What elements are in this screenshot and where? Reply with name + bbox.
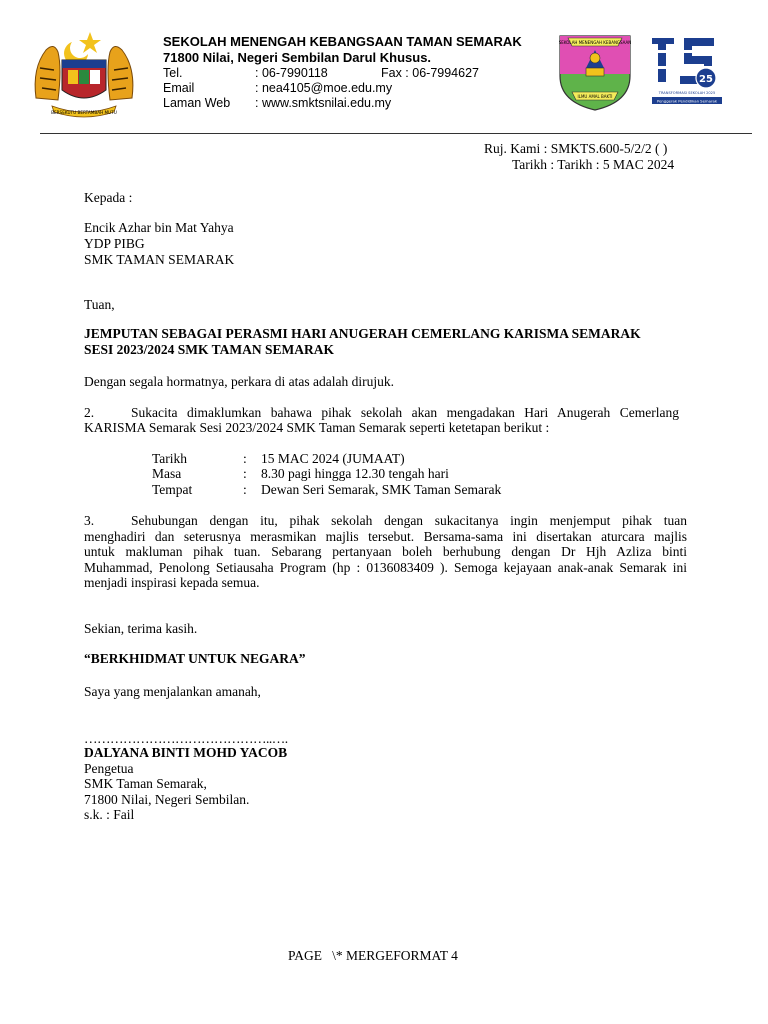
detail-sep-time: : xyxy=(243,466,247,481)
detail-sep-venue: : xyxy=(243,482,247,497)
reference-number: Ruj. Kami : SMKTS.600-5/2/2 ( ) xyxy=(484,141,668,156)
page-footer: PAGE \* MERGEFORMAT 4 xyxy=(288,948,458,963)
kepada-label: Kepada : xyxy=(84,190,133,205)
subject-line-1: JEMPUTAN SEBAGAI PERASMI HARI ANUGERAH CEMERLANG KARISMA SEMARAK xyxy=(84,326,641,341)
badge-sub: Penggerak Pendidikan Semarak xyxy=(656,98,718,104)
fax-text: Fax : 06-7994627 xyxy=(381,66,479,80)
signature-line: ……………………………………..…. xyxy=(84,731,288,746)
detail-sep-date: : xyxy=(243,451,247,466)
closing-line: Sekian, terima kasih. xyxy=(84,621,198,636)
intro-paragraph: Dengan segala hormatnya, perkara di atas adalah dirujuk. xyxy=(84,374,394,389)
badge-number: 25 xyxy=(699,74,713,85)
signatory-title: Pengetua xyxy=(84,761,134,776)
ts25-badge-logo xyxy=(648,30,726,110)
crest-motto: BERSEKUTU BERTAMBAH MUTU xyxy=(51,110,117,115)
detail-value-venue: Dewan Seri Semarak, SMK Taman Semarak xyxy=(261,482,502,497)
para3-line-2: menghadiri dan seterusnya merasmikan majlis tersebut. Bersama-sama ini disertakan aturcara majlis xyxy=(84,529,687,544)
signatory-organisation: SMK Taman Semarak, xyxy=(84,776,207,791)
detail-label-time: Masa xyxy=(152,466,182,481)
motto: “BERKHIDMAT UNTUK NEGARA” xyxy=(84,651,306,666)
web-label: Laman Web xyxy=(163,96,231,110)
badge-caption: TRANSFORMASI SEKOLAH 2025 xyxy=(658,91,716,95)
signatory-name: DALYANA BINTI MOHD YACOB xyxy=(84,745,288,760)
detail-value-date: 15 MAC 2024 (JUMAAT) xyxy=(261,451,405,466)
detail-label-date: Tarikh xyxy=(152,451,188,466)
national-crest-logo xyxy=(28,28,140,120)
detail-value-time: 8.30 pagi hingga 12.30 tengah hari xyxy=(261,466,449,481)
signatory-address: 71800 Nilai, Negeri Sembilan. xyxy=(84,792,250,807)
email-label: Email xyxy=(163,81,195,95)
web-value: : www.smktsnilai.edu.my xyxy=(255,96,392,110)
para3-line-1: Sehubungan dengan itu, pihak sekolah dengan sukacitanya ingin menjemput pihak tuan xyxy=(131,513,687,528)
recipient-organisation: SMK TAMAN SEMARAK xyxy=(84,252,235,267)
salutation: Tuan, xyxy=(84,297,115,312)
logo-top-text: SEKOLAH MENENGAH KEBANGSAAN xyxy=(558,40,632,45)
amanah-line: Saya yang menjalankan amanah, xyxy=(84,684,261,699)
header-divider xyxy=(40,133,752,134)
letter-date: Tarikh : Tarikh : 5 MAC 2024 xyxy=(512,157,675,172)
para3-line-5: menjadi inspirasi kepada semua. xyxy=(84,575,260,590)
email-value: : nea4105@moe.edu.my xyxy=(255,81,393,95)
para3-number: 3. xyxy=(84,513,95,528)
tel-label: Tel. xyxy=(163,66,183,80)
para2-line-2: KARISMA Semarak Sesi 2023/2024 SMK Taman Semarak seperti ketetapan berikut : xyxy=(84,420,550,435)
para3-line-4: Muhammad, Penolong Setiausaha Program (hp : 0136083409 ). Semoga kejayaan anak-anak Semarak ini xyxy=(84,560,687,575)
para2-number: 2. xyxy=(84,405,95,420)
para2-line-1: Sukacita dimaklumkan bahawa pihak sekolah akan mengadakan Hari Anugerah Cemerlang xyxy=(131,405,679,420)
recipient-position: YDP PIBG xyxy=(84,236,145,251)
school-address: 71800 Nilai, Negeri Sembilan Darul Khusus. xyxy=(163,50,432,65)
copy-to-line: s.k. : Fail xyxy=(84,807,135,822)
para3-line-3: untuk makluman pihak tuan. Sebarang pertanyaan boleh berhubung dengan Dr Hjh Azliza binti xyxy=(84,544,687,559)
tel-value: : 06-7990118 xyxy=(255,66,328,80)
subject-line-2: SESI 2023/2024 SMK TAMAN SEMARAK xyxy=(84,342,335,357)
recipient-name: Encik Azhar bin Mat Yahya xyxy=(84,220,234,235)
school-shield-logo xyxy=(556,30,634,112)
detail-label-venue: Tempat xyxy=(152,482,193,497)
school-name: SEKOLAH MENENGAH KEBANGSAAN TAMAN SEMARAK xyxy=(163,34,522,49)
logo-bottom-text: ILMU AMAL BAKTI xyxy=(577,94,613,99)
